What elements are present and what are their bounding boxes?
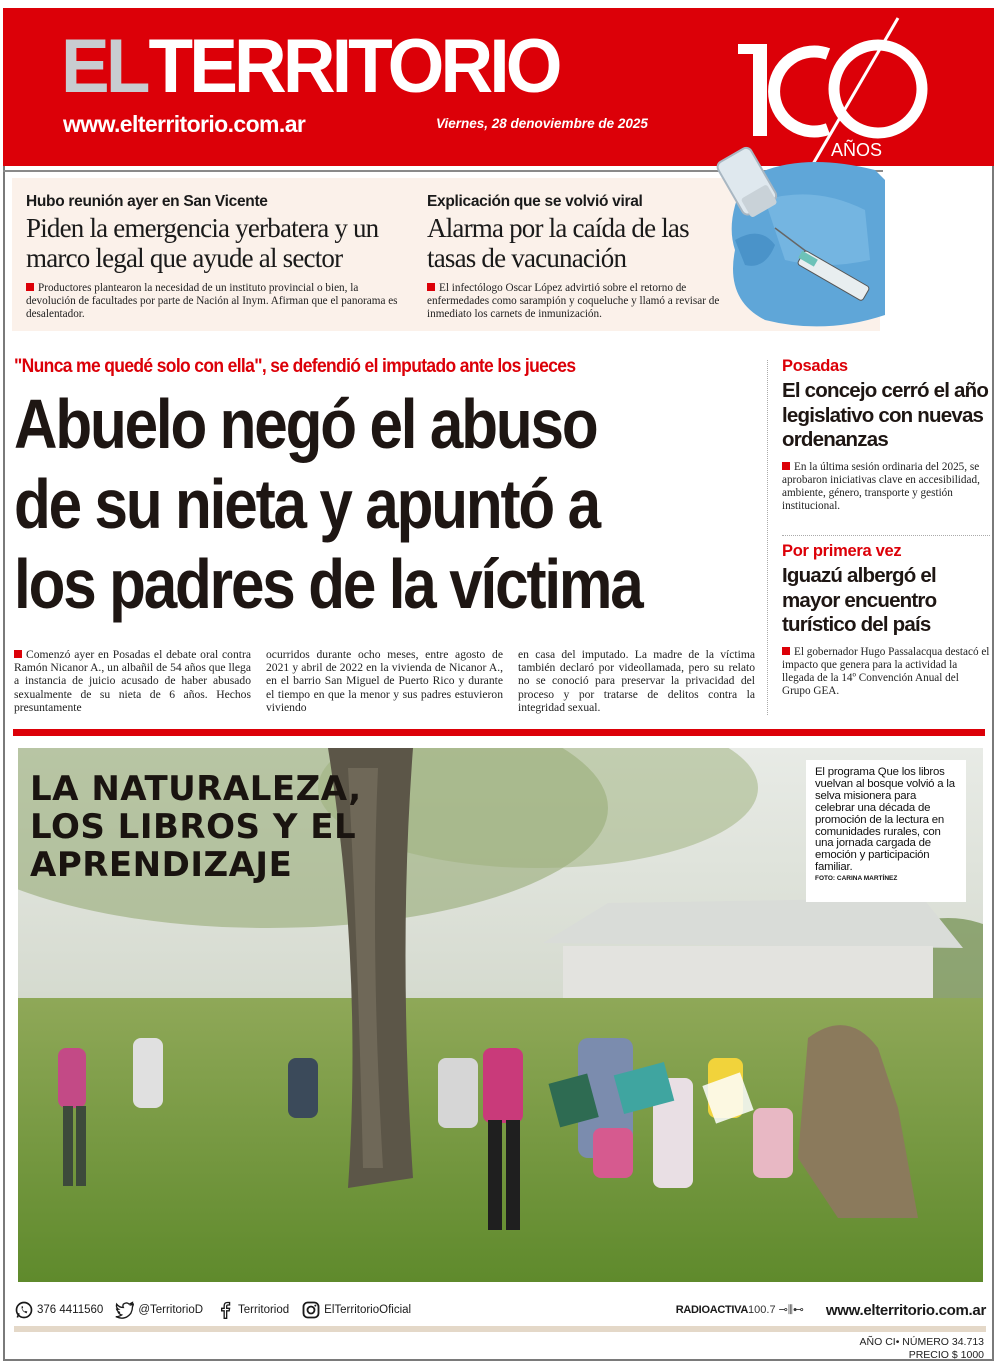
red-square-bullet-icon [782, 647, 790, 655]
story-kicker: Explicación que se volvió viral [427, 193, 643, 210]
footer-url[interactable]: www.elterritorio.com.ar [825, 1301, 986, 1319]
issue-price: PRECIO $ 1000 [908, 1349, 984, 1361]
instagram-handle: ElTerritorioOficial [324, 1304, 412, 1316]
social-twitter[interactable] [115, 1300, 203, 1320]
story-title[interactable]: Alarma por la caída de las tasas de vacunación [427, 213, 689, 273]
top-story-vaccination[interactable] [427, 193, 737, 321]
column-divider [767, 360, 768, 715]
instagram-icon [301, 1300, 321, 1320]
facebook-icon [215, 1300, 235, 1320]
footer-divider [14, 1326, 986, 1332]
vaccine-photo[interactable] [705, 140, 885, 335]
story-summary: En la última sesión ordinaria del 2025, se aprobaron iniciativas clave en accesibilidad, ambiente, género, transporte y gestión institucional. [782, 460, 980, 513]
logo-name: TERRITORIO [148, 24, 559, 109]
story-title[interactable]: El concejo cerró el año legislativo con nuevas ordenanzas [782, 379, 989, 451]
sidebar-story-iguazu[interactable] [782, 542, 990, 698]
red-square-bullet-icon [14, 650, 22, 658]
radio-wave-icon: ⊸⫼⊷ [775, 1304, 804, 1316]
story-summary: El infectólogo Oscar López advirtió sobre el retorno de enfermedades como sarampión y coqueluche y llamó a revisar de inmediato los carnets de inmunización. [427, 282, 720, 320]
story-summary: El gobernador Hugo Passalacqua destacó el impacto que genera para la actividad la llegada de la 14º Convención Anual del Grupo GEA. [782, 645, 990, 698]
footer-bar [14, 1298, 986, 1322]
main-story-body [14, 648, 759, 714]
photo-caption-box [806, 760, 966, 902]
main-headline[interactable]: Abuelo negó el abuso de su nieta y apuntó a los padres de la víctima [14, 385, 642, 623]
twitter-handle: @TerritorioD [138, 1304, 204, 1316]
story-kicker: Posadas [782, 357, 848, 375]
photo-caption: El programa Que los libros vuelvan al bosque volvió a la selva misionera para celebrar una década de promoción de la lectura en comunidades rurales, con una jornada cargada de emoción y participación familiar. [815, 766, 955, 874]
social-instagram[interactable] [301, 1300, 411, 1320]
red-square-bullet-icon [427, 283, 435, 291]
footer-right [676, 1302, 986, 1319]
whatsapp-number: 376 4411560 [37, 1304, 104, 1316]
site-url[interactable]: www.elterritorio.com.ar [63, 111, 306, 137]
logo-el: EL [61, 24, 147, 109]
feature-title[interactable]: LA NATURALEZA, LOS LIBROS Y EL APRENDIZAJE [30, 769, 362, 885]
issue-number: AÑO CI• NÚMERO 34.713 [859, 1336, 984, 1348]
story-kicker: Hubo reunión ayer en San Vicente [26, 193, 268, 210]
radio-logo[interactable]: RADIOACTIVA100.7 ⊸⫼⊷ [675, 1304, 804, 1316]
main-story-kicker: "Nunca me quedé solo con ella", se defendió el imputado ante los jueces [14, 356, 576, 377]
top-story-yerba[interactable] [26, 193, 406, 321]
story-summary: Productores plantearon la necesidad de un instituto provincial o bien, la devolución de facultades por parte de Nación al Inym. Afirman que el panorama es desalentador. [26, 282, 398, 320]
edition-date: Viernes, 28 denoviembre de 2025 [436, 116, 648, 131]
section-divider [13, 729, 985, 736]
issue-info [860, 1336, 984, 1362]
social-whatsapp[interactable] [14, 1300, 103, 1320]
twitter-icon [115, 1300, 135, 1320]
social-facebook[interactable] [215, 1300, 289, 1320]
newspaper-logo[interactable] [61, 24, 559, 109]
whatsapp-icon [14, 1300, 34, 1320]
facebook-handle: Territoriod [238, 1304, 290, 1316]
story-title[interactable]: Piden la emergencia yerbatera y un marco legal que ayude al sector [26, 213, 379, 273]
anniversary-label: AÑOS [831, 140, 883, 160]
story-kicker: Por primera vez [782, 542, 902, 560]
red-square-bullet-icon [782, 462, 790, 470]
photo-credit: FOTO: CARINA MARTÍNEZ [815, 875, 898, 883]
body-column: en casa del imputado. La madre de la víctima también declaró por videollamada, pero su relato no se conoció para preservar la privacidad del proceso y por tratarse de delitos contra la integridad sexual. [518, 648, 755, 714]
body-column: ocurridos durante ocho meses, entre agosto de 2021 y abril de 2022 en la vivienda de Nicanor A., en el barrio San Miguel de Puerto Rico y durante el tiempo en que la menor y sus padres estuvieron viviendo [266, 648, 503, 714]
story-title[interactable]: Iguazú albergó el mayor encuentro turístico del país [782, 564, 937, 636]
divider [782, 535, 990, 536]
red-square-bullet-icon [26, 283, 34, 291]
sidebar-story-concejo[interactable] [782, 357, 990, 513]
body-column: Comenzó ayer en Posadas el debate oral contra Ramón Nicanor A., un albañil de 54 años que llega a instancia de juicio acusado de haber abusado sexualmente de su nieta de 6 años. Hechos presuntamente [14, 648, 251, 714]
